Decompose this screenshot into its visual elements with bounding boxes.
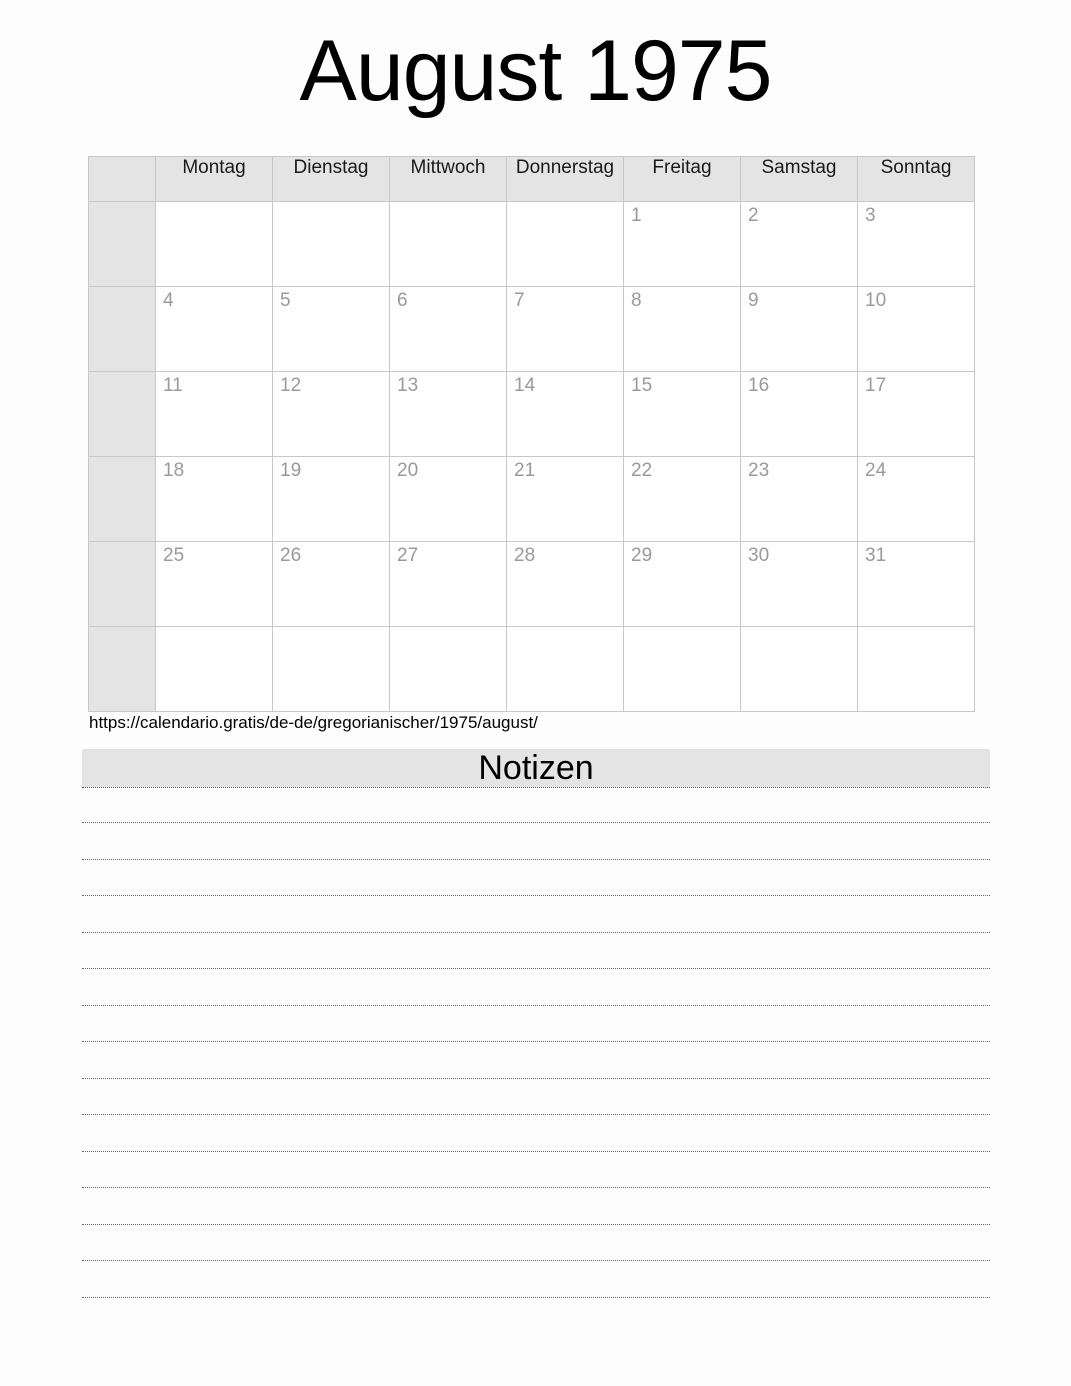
day-number: 4 [163,290,174,311]
day-cell[interactable] [624,287,741,372]
day-number: 1 [631,205,642,226]
day-number: 25 [163,545,185,566]
day-cell[interactable] [273,542,390,627]
day-number: 29 [631,545,653,566]
day-cell[interactable] [858,457,975,542]
note-line[interactable] [82,969,990,1006]
day-cell[interactable] [390,542,507,627]
day-cell[interactable] [624,372,741,457]
day-number: 27 [397,545,419,566]
day-cell[interactable] [858,287,975,372]
day-number: 18 [163,460,185,481]
calendar-week-row [89,542,975,627]
day-cell[interactable] [507,372,624,457]
day-cell[interactable] [507,457,624,542]
day-cell[interactable] [390,202,507,287]
day-number: 5 [280,290,291,311]
weekday-header-donnerstag: Donnerstag [507,157,624,202]
notes-lines [82,787,990,1298]
note-line[interactable] [82,1115,990,1152]
day-number: 6 [397,290,408,311]
day-cell[interactable] [624,202,741,287]
day-cell[interactable] [390,627,507,712]
calendar-week-row [89,457,975,542]
note-line[interactable] [82,1225,990,1262]
calendar-table [88,156,975,712]
day-number: 23 [748,460,770,481]
day-number: 26 [280,545,302,566]
week-number-corner-header [89,157,156,202]
day-cell[interactable] [156,457,273,542]
day-cell[interactable] [507,542,624,627]
day-number: 7 [514,290,525,311]
page-title: August 1975 [299,23,772,119]
day-cell[interactable] [624,457,741,542]
day-number: 28 [514,545,536,566]
calendar-header-row [89,157,975,202]
day-cell[interactable] [507,287,624,372]
calendar-week-row [89,287,975,372]
note-line[interactable] [82,1261,990,1298]
weekday-header-samstag: Samstag [741,157,858,202]
calendar-week-row [89,202,975,287]
day-number: 16 [748,375,770,396]
notes-section [82,749,990,1298]
day-cell[interactable] [858,372,975,457]
day-cell[interactable] [507,202,624,287]
day-cell[interactable] [390,372,507,457]
day-number: 19 [280,460,302,481]
calendar-body [89,202,975,712]
day-cell[interactable] [741,542,858,627]
weekday-header-mittwoch: Mittwoch [390,157,507,202]
calendar-week-row [89,627,975,712]
note-line[interactable] [82,1079,990,1116]
calendar-container [88,156,975,712]
note-line[interactable] [82,1188,990,1225]
note-line[interactable] [82,823,990,860]
day-cell[interactable] [741,457,858,542]
day-number: 17 [865,375,887,396]
weekday-header-montag: Montag [156,157,273,202]
day-number: 21 [514,460,536,481]
day-cell[interactable] [858,542,975,627]
day-number: 11 [163,375,183,396]
day-cell[interactable] [156,542,273,627]
weekday-header-sonntag: Sonntag [858,157,975,202]
week-number-cell [89,627,156,712]
day-cell[interactable] [741,202,858,287]
calendar-week-row [89,372,975,457]
day-cell[interactable] [156,372,273,457]
day-cell[interactable] [156,627,273,712]
day-cell[interactable] [156,287,273,372]
day-cell[interactable] [273,372,390,457]
day-number: 15 [631,375,653,396]
note-line[interactable] [82,860,990,897]
week-number-cell [89,202,156,287]
week-number-cell [89,457,156,542]
day-cell[interactable] [273,287,390,372]
day-number: 13 [397,375,419,396]
note-line[interactable] [82,1042,990,1079]
day-cell[interactable] [624,542,741,627]
day-number: 10 [865,290,887,311]
week-number-cell [89,287,156,372]
note-line[interactable] [82,933,990,970]
day-cell[interactable] [741,372,858,457]
day-number: 9 [748,290,759,311]
day-cell[interactable] [858,627,975,712]
day-number: 3 [865,205,876,226]
weekday-header-freitag: Freitag [624,157,741,202]
day-cell[interactable] [390,457,507,542]
day-cell[interactable] [741,627,858,712]
day-number: 12 [280,375,302,396]
week-number-cell [89,372,156,457]
day-cell[interactable] [273,627,390,712]
week-number-cell [89,542,156,627]
day-number: 24 [865,460,887,481]
day-number: 2 [748,205,759,226]
day-number: 31 [865,545,887,566]
day-cell[interactable] [156,202,273,287]
note-line[interactable] [82,896,990,933]
notes-heading: Notizen [82,749,990,787]
day-number: 14 [514,375,536,396]
day-cell[interactable] [741,287,858,372]
day-number: 8 [631,290,642,311]
day-cell[interactable] [858,202,975,287]
day-cell[interactable] [273,457,390,542]
day-cell[interactable] [390,287,507,372]
day-number: 30 [748,545,770,566]
day-cell[interactable] [624,627,741,712]
day-cell[interactable] [273,202,390,287]
note-line[interactable] [82,787,990,823]
day-number: 22 [631,460,653,481]
day-number: 20 [397,460,419,481]
day-cell[interactable] [507,627,624,712]
weekday-header-dienstag: Dienstag [273,157,390,202]
note-line[interactable] [82,1006,990,1043]
note-line[interactable] [82,1152,990,1189]
source-url[interactable]: https://calendario.gratis/de-de/gregorianischer/1975/august/ [89,713,538,732]
